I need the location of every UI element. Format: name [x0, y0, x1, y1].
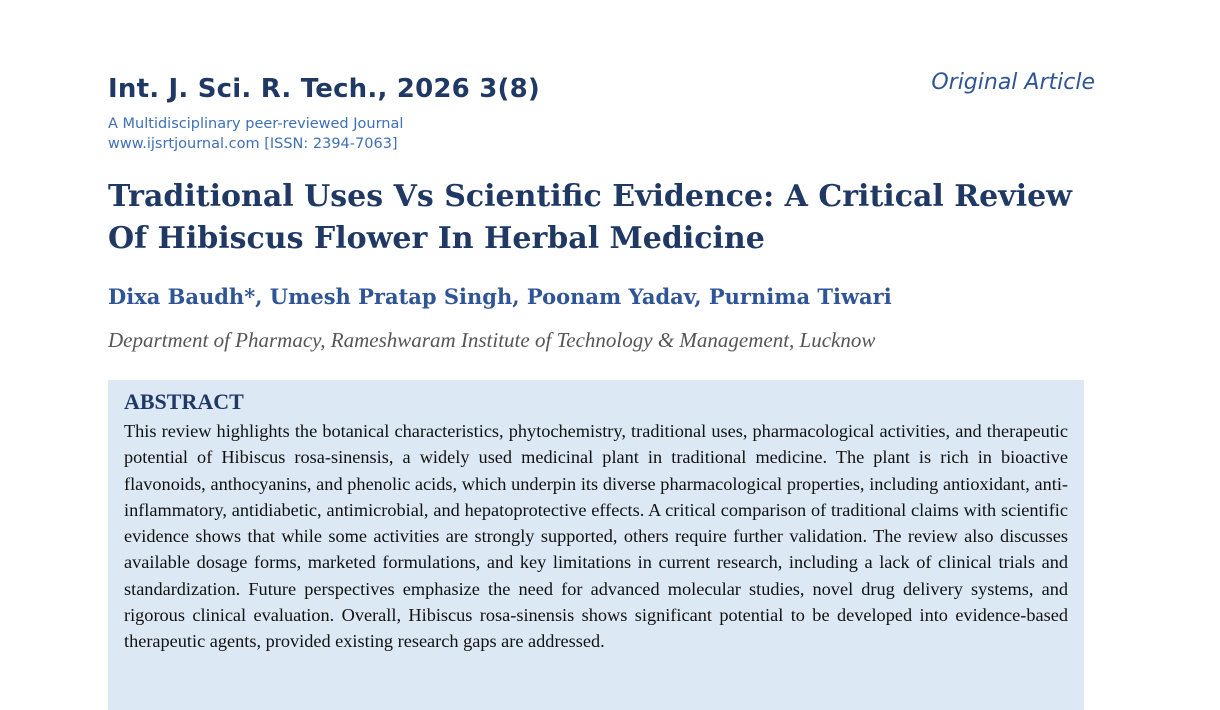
abstract-heading: ABSTRACT [124, 389, 244, 414]
abstract-section [108, 380, 1084, 710]
journal-subtitle: A Multidisciplinary peer-reviewed Journal [108, 116, 404, 132]
abstract-text: This review highlights the botanical characteristics, phytochemistry, traditional uses, pharmacological activities, and therapeutic potential of Hibiscus rosa-sinensis, a widely used medicinal plant in traditional medicine. The plant is rich in bioactive flavonoids, anthocyanins, and phenolic acids, which underpin its diverse pharmacological properties, including antioxidant, anti-inflammatory, antidiabetic, antimicrobial, and hepatoprotective effects. A critical comparison of traditional claims with scientific evidence shows that while some activities are strongly supported, others require further validation. The review also discusses available dosage forms, marketed formulations, and key limitations in current research, including a lack of clinical trials and standardization. Future perspectives emphasize the need for advanced molecular studies, novel drug delivery systems, and rigorous clinical evaluation. Overall, Hibiscus rosa-sinensis shows significant potential to be developed into evidence-based therapeutic agents, provided existing research gaps are addressed. [124, 421, 1068, 652]
article-type-label: Original Article [931, 70, 1095, 95]
journal-title: Int. J. Sci. R. Tech., 2026 3(8) [108, 74, 540, 104]
author-list: Dixa Baudh*, Umesh Pratap Singh, Poonam Yadav, Purnima Tiwari [108, 284, 892, 309]
paper-title: Traditional Uses Vs Scientific Evidence: A Critical Review Of Hibiscus Flower In Herbal Medicine [108, 179, 1072, 256]
affiliation: Department of Pharmacy, Rameshwaram Institute of Technology & Management, Lucknow [108, 328, 876, 352]
journal-url-issn: www.ijsrtjournal.com [ISSN: 2394-7063] [108, 136, 398, 152]
